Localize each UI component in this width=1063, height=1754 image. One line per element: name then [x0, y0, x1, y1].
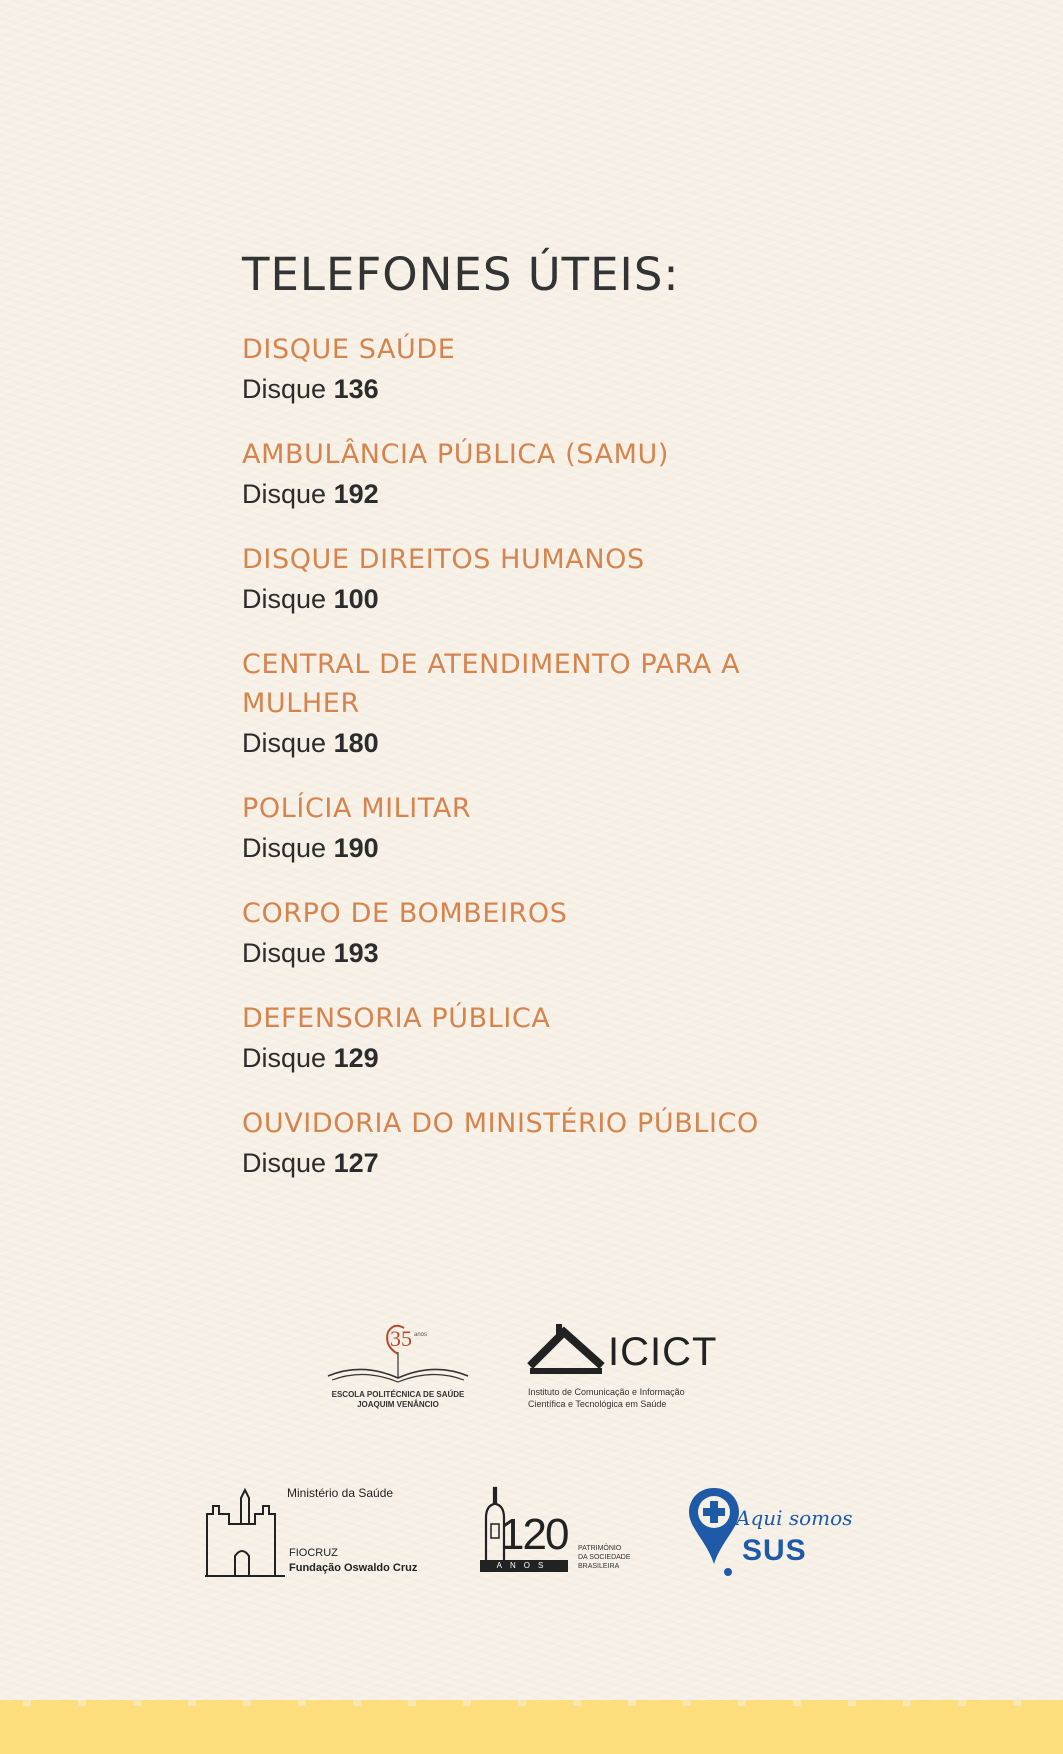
icict-line1: Instituto de Comunicação e Informação [528, 1387, 685, 1397]
phone-entry-direitos-humanos [242, 540, 882, 619]
fiocruz-name-block [289, 1546, 417, 1576]
anniversary-anos-bar: ANOS [480, 1560, 568, 1572]
anniversary-caption [578, 1544, 631, 1571]
phone-number: 127 [333, 1148, 379, 1178]
open-book-icon [322, 1318, 474, 1386]
entry-phone [242, 933, 882, 973]
entry-phone [242, 1038, 882, 1078]
svg-text:35: 35 [390, 1326, 412, 1351]
fiocruz-short: FIOCRUZ [289, 1547, 338, 1559]
entry-name: AMBULÂNCIA PÚBLICA (SAMU) [242, 439, 669, 470]
entry-name: OUVIDORIA DO MINISTÉRIO PÚBLICO [242, 1108, 759, 1139]
house-roof-icon [526, 1322, 608, 1382]
icict-line2: Científica e Tecnológica em Saúde [528, 1399, 667, 1409]
entry-phone [242, 579, 882, 619]
sus-tagline: Aqui somos [736, 1506, 853, 1530]
fiocruz-ministry: Ministério da Saúde [287, 1486, 394, 1500]
entry-phone [242, 474, 882, 514]
sus-logo [686, 1484, 853, 1579]
anniversary-line2: DA SOCIEDADE [578, 1554, 631, 1561]
fiocruz-full: Fundação Oswaldo Cruz [289, 1562, 418, 1574]
phone-entry-ouvidoria [242, 1104, 882, 1183]
page-title: TELEFONES ÚTEIS: [242, 248, 680, 301]
anniversary-line1: PATRIMÔNIO [578, 1545, 622, 1552]
entry-phone [242, 723, 882, 763]
phone-entry-disque-saude [242, 330, 882, 409]
phone-number: 129 [333, 1043, 379, 1073]
dial-prefix: Disque [242, 938, 327, 968]
dial-prefix: Disque [242, 1148, 327, 1178]
epsjv-line1: ESCOLA POLITÉCNICA DE SAÚDE [331, 1390, 465, 1399]
phone-number: 136 [333, 374, 379, 404]
epsjv-line2: JOAQUIM VENÂNCIO [357, 1400, 439, 1409]
dial-prefix: Disque [242, 1043, 327, 1073]
location-pin-cross-icon [686, 1484, 742, 1579]
anniversary-number: 120 [500, 1510, 568, 1559]
phone-number: 190 [333, 833, 379, 863]
icict-name: ICICT [608, 1330, 718, 1374]
phone-entry-samu [242, 435, 882, 514]
sus-name: SUS [742, 1534, 807, 1567]
icict-logo [526, 1322, 718, 1417]
phone-entry-bombeiros [242, 894, 882, 973]
dial-prefix: Disque [242, 833, 327, 863]
entry-name: POLÍCIA MILITAR [242, 793, 472, 824]
phone-number: 180 [333, 728, 379, 758]
entry-name: DISQUE DIREITOS HUMANOS [242, 544, 645, 575]
dial-prefix: Disque [242, 584, 327, 614]
footer-band [0, 1706, 1063, 1754]
phone-entry-defensoria [242, 999, 882, 1078]
useful-phones-section [242, 246, 882, 1209]
fiocruz-logo [205, 1484, 440, 1579]
entry-name: CENTRAL DE ATENDIMENTO PARA A MULHER [242, 649, 741, 719]
phone-number: 100 [333, 584, 379, 614]
phone-number: 192 [333, 479, 379, 509]
phone-entry-central-mulher [242, 645, 882, 763]
castle-icon [205, 1484, 287, 1579]
epsjv-anos-label: anos [414, 1332, 428, 1338]
entry-name: DEFENSORIA PÚBLICA [242, 1003, 551, 1034]
dial-prefix: Disque [242, 479, 327, 509]
entry-name: CORPO DE BOMBEIROS [242, 898, 568, 929]
entry-phone [242, 1143, 882, 1183]
entry-phone [242, 828, 882, 868]
epsjv-logo [322, 1318, 474, 1413]
phone-entry-policia-militar [242, 789, 882, 868]
anniversary-120-logo [478, 1484, 648, 1579]
dial-prefix: Disque [242, 728, 327, 758]
entry-phone [242, 369, 882, 409]
phone-number: 193 [333, 938, 379, 968]
dial-prefix: Disque [242, 374, 327, 404]
icict-subtitle [528, 1386, 685, 1410]
anniversary-line3: BRASILEIRA [578, 1563, 620, 1570]
entry-name: DISQUE SAÚDE [242, 334, 456, 365]
